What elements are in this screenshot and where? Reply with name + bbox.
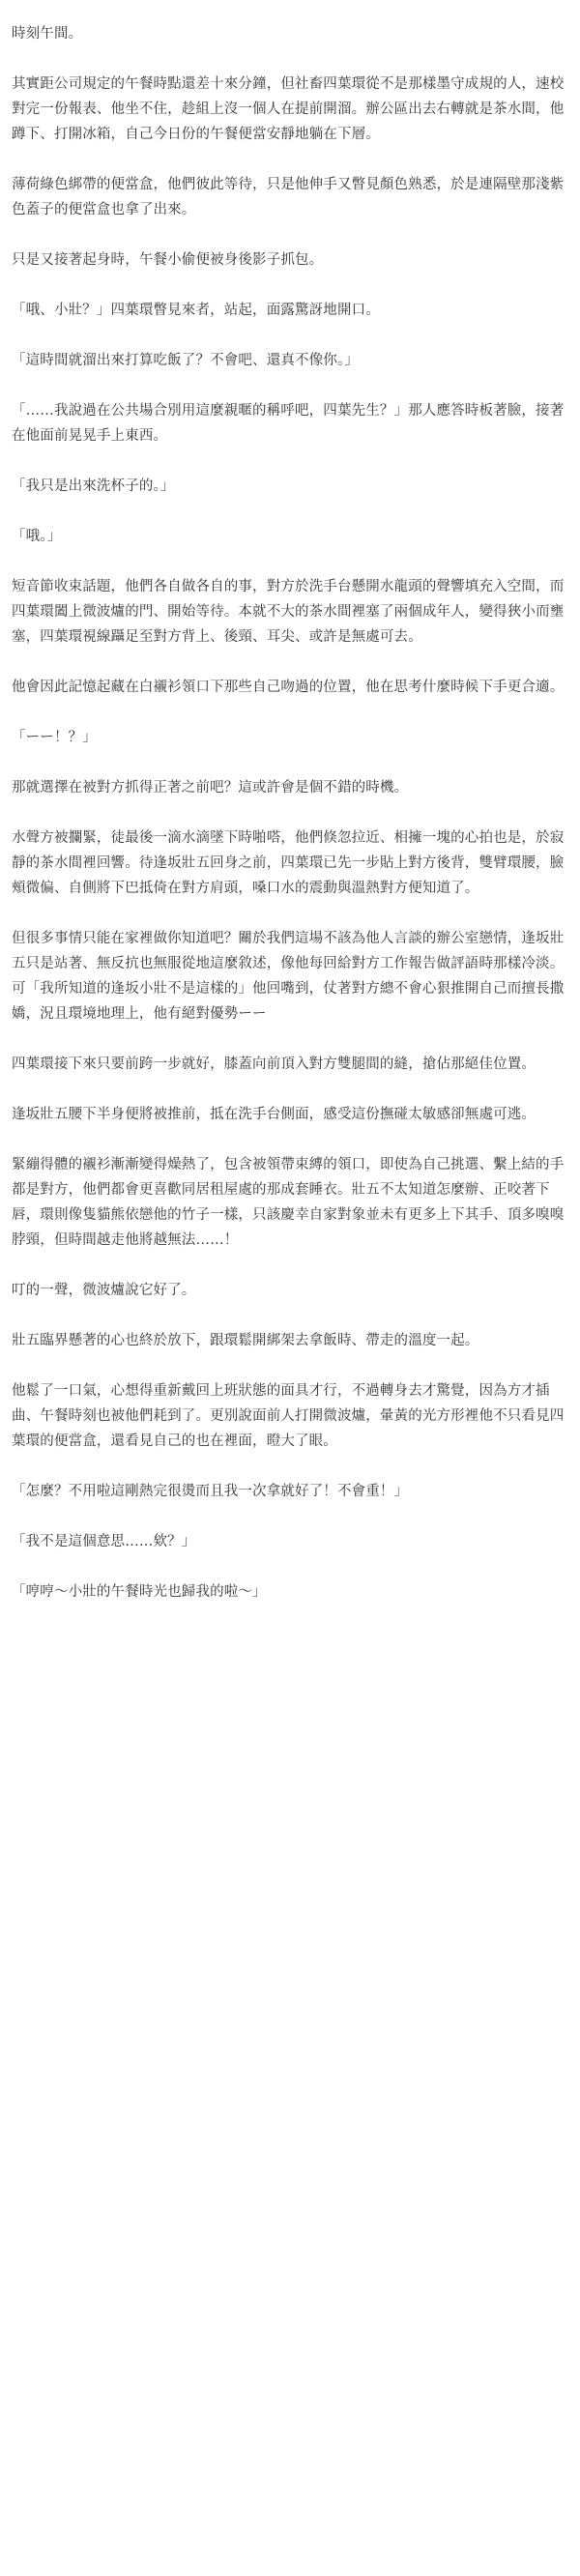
story-paragraph: 薄荷綠色綁帶的便當盒，他們彼此等待，只是他伸手又瞥見顏色熟悉，於是連隔壁那淺紫色蓋子的便當盒也拿了出來。 [12,177,565,217]
story-paragraph: 短音節收束話題，他們各自做各自的事，對方於洗手台懸開水龍頭的聲響填充入空間，而四葉環闔上微波爐的門、開始等待。本就不大的茶水間裡塞了兩個成年人，變得狹小而壅塞，四葉環視線躡足至對方背上、後頸、耳尖、或許是無處可去。 [12,579,565,645]
story-paragraph: 「哼哼～小壯的午餐時光也歸我的啦～」 [12,1584,267,1600]
story-paragraph: 「怎麼？不用啦這剛熱完很燙而且我一次拿就好了！不會重！」 [12,1484,409,1499]
story-paragraph: 只是又接著起身時，午餐小偷便被身後影子抓包。 [12,252,324,268]
story-paragraph: 「我不是這個意思……欸？」 [12,1534,196,1549]
story-paragraph: 但很多事情只能在家裡做你知道吧？關於我們這場不該為他人言談的辦公室戀情，逢坂壯五只是站著、無反抗也無服從地這麼敘述，像他每回給對方工作報告做評語時那樣冷淡。可「我所知道的逢坂小壯不是這樣的」他回嘴到，仗著對方總不會心狠推開自己而擅長撒嬌，況且環境地理上，他有絕對優勢ーー [12,931,565,1022]
story-paragraph: 「這時間就溜出來打算吃飯了？不會吧、還真不像你。」 [12,353,359,368]
story-paragraph: 四葉環接下來只要前跨一步就好，膝蓋向前頂入對方雙腿間的縫，搶佔那絕佳位置。 [12,1056,536,1072]
story-paragraph: 壯五臨界懸著的心也終於放下，跟環鬆開綁架去拿飯時、帶走的溫度一起。 [12,1333,479,1348]
story-paragraph: 「哦、小壯？」四葉環瞥見來者，站起，面露驚訝地開口。 [12,303,380,318]
story-paragraph: 「……我說過在公共場合別用這麼親暱的稱呼吧，四葉先生？」那人應答時板著臉，接著在他面前晃晃手上東西。 [12,403,565,444]
story-paragraph: 那就選擇在被對方抓得正著之前吧？這或許會是個不錯的時機。 [12,780,409,796]
story-paragraph: 叮的一聲，微波爐說它好了。 [12,1283,196,1298]
story-paragraph: 他會因此記憶起藏在白襯衫領口下那些自己吻過的位置，他在思考什麼時候下手更合適。 [12,680,565,695]
story-paragraph: 時刻午間。 [12,26,83,42]
story-paragraph: 水聲方被攔緊，徒最後一滴水滴墜下時啪嗒，他們倏忽拉近、相擁一塊的心拍也是，於寂靜的茶水間裡回響。待逢坂壯五回身之前，四葉環已先一步貼上對方後背，雙臂環腰，臉頰微偏、自側將下巴抵倚在對方肩頭，嗓口水的震動與溫熱對方便知道了。 [12,830,565,896]
story-paragraph: 他鬆了一口氣，心想得重新戴回上班狀態的面具才行，不過轉身去才驚覺，因為方才插曲、午餐時刻也被他們耗到了。更別說面前人打開微波爐，暈黃的光方形裡他不只看見四葉環的便當盒，還看見自己的也在裡面，瞪大了眼。 [12,1383,565,1449]
story-paragraph: 「我只是出來洗杯子的。」 [12,478,175,494]
story-paragraph: 「ーー！？」 [12,730,97,745]
story-paragraph: 緊繃得體的襯衫漸漸變得燥熱了，包含被領帶束縛的領口，即使為自己挑選、繫上結的手都是對方，他們都會更喜歡同居租屋處的那成套睡衣。壯五不太知道怎麼辦、正咬著下唇，環則像隻貓熊依戀他的竹子一樣，只該慶幸自家對象並未有更多上下其手、頂多嗅嗅脖頸，但時間越走他將越無法……！ [12,1157,565,1248]
story-paragraph: 其實距公司規定的午餐時點還差十來分鐘，但社畜四葉環從不是那樣墨守成規的人，速校對完一份報表、他坐不住，趁組上沒一個人在提前開溜。辦公區出去右轉就是茶水間，他蹲下、打開冰箱，自己今日份的午餐便當安靜地躺在下層。 [12,76,565,142]
story-paragraph: 「哦。」 [12,529,62,544]
story-paragraph: 逢坂壯五腰下半身便將被推前，抵在洗手台側面，感受這份撫碰太敏感卻無處可逃。 [12,1107,536,1122]
